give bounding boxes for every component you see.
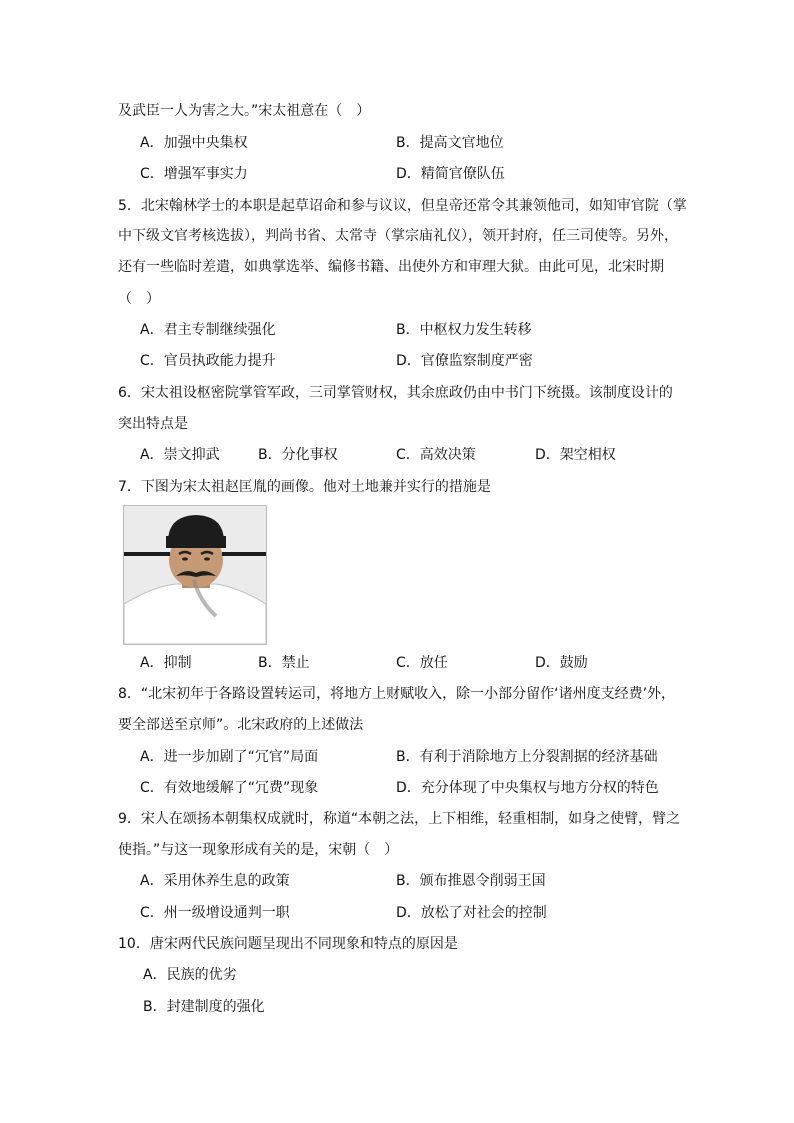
q9-stem-line2: 使指。”与这一现象形成有关的是，宋朝（ ） — [118, 842, 399, 858]
q9-stem-line1: 9．宋人在颂扬本朝集权成就时，称道“本朝之法，上下相维，轻重相制，如身之使臂，臂之 — [118, 811, 681, 827]
q9-option-c[interactable]: C．州一级增设通判一职 — [140, 905, 290, 921]
q6-stem-line2: 突出特点是 — [118, 416, 188, 432]
q7-stem-line1: 7．下图为宋太祖赵匡胤的画像。他对土地兼并实行的措施是 — [118, 479, 491, 495]
q10-option-a[interactable]: A．民族的优劣 — [143, 967, 237, 983]
q5-stem-line3: 还有一些临时差遣，如典掌选举、编修书籍、出使外方和审理大狱。由此可见，北宋时期 — [118, 259, 664, 275]
q5-stem-line1: 5．北宋翰林学士的本职是起草诏命和参与议议，但皇帝还常令其兼领他司，如知审官院（掌 — [118, 198, 687, 214]
q8-option-b[interactable]: B．有利于消除地方上分裂割据的经济基础 — [396, 749, 658, 765]
q5-option-a[interactable]: A．君主专制继续强化 — [140, 322, 276, 338]
q9-option-a[interactable]: A．采用休养生息的政策 — [140, 873, 290, 889]
q9-option-d[interactable]: D．放松了对社会的控制 — [396, 905, 547, 921]
q6-option-a[interactable]: A．崇文抑武 — [140, 447, 220, 463]
q4-option-c[interactable]: C．增强军事实力 — [140, 166, 248, 182]
q4-option-a[interactable]: A．加强中央集权 — [140, 135, 248, 151]
q5-stem-line2: 中下级文官考核选拔），判尚书省、太常寺（掌宗庙礼仪），领开封府，任三司使等。另外， — [118, 228, 678, 244]
q10-stem-line1: 10．唐宋两代民族问题呈现出不同现象和特点的原因是 — [118, 936, 458, 952]
q8-option-a[interactable]: A．进一步加剧了“冗官”局面 — [140, 749, 319, 765]
q10-option-b[interactable]: B．封建制度的强化 — [143, 999, 265, 1015]
q4-option-b[interactable]: B．提高文官地位 — [396, 135, 504, 151]
q7-option-d[interactable]: D．鼓励 — [535, 655, 588, 671]
q9-option-b[interactable]: B．颁布推恩令削弱王国 — [396, 873, 546, 889]
q8-option-c[interactable]: C．有效地缓解了“冗费”现象 — [140, 780, 319, 796]
q7-option-b[interactable]: B．禁止 — [258, 655, 310, 671]
q5-option-d[interactable]: D．官僚监察制度严密 — [396, 353, 533, 369]
q5-option-b[interactable]: B．中枢权力发生转移 — [396, 322, 532, 338]
q7-option-a[interactable]: A．抑制 — [140, 655, 192, 671]
q4-tail: 及武臣一人为害之大。”宋太祖意在（ ） — [118, 103, 371, 119]
emperor-portrait — [123, 505, 267, 645]
q8-stem-line1: 8．“北宋初年于各路设置转运司，将地方上财赋收入，除一小部分留作‘诸州度支经费’外， — [118, 686, 676, 702]
q8-stem-line2: 要全部送至京师”。北宋政府的上述做法 — [118, 717, 364, 733]
q4-option-d[interactable]: D．精简官僚队伍 — [396, 166, 505, 182]
q6-stem-line1: 6．宋太祖设枢密院掌管军政，三司掌管财权，其余庶政仍由中书门下统摄。该制度设计的 — [118, 385, 673, 401]
q8-option-d[interactable]: D．充分体现了中央集权与地方分权的特色 — [396, 780, 659, 796]
q6-option-c[interactable]: C．高效决策 — [396, 447, 476, 463]
q5-option-c[interactable]: C．官员执政能力提升 — [140, 353, 276, 369]
q7-option-c[interactable]: C．放任 — [396, 655, 448, 671]
q5-stem-line4: （ ） — [118, 291, 160, 307]
portrait-illustration — [124, 506, 266, 644]
q6-option-d[interactable]: D．架空相权 — [535, 447, 616, 463]
q6-option-b[interactable]: B．分化事权 — [258, 447, 338, 463]
